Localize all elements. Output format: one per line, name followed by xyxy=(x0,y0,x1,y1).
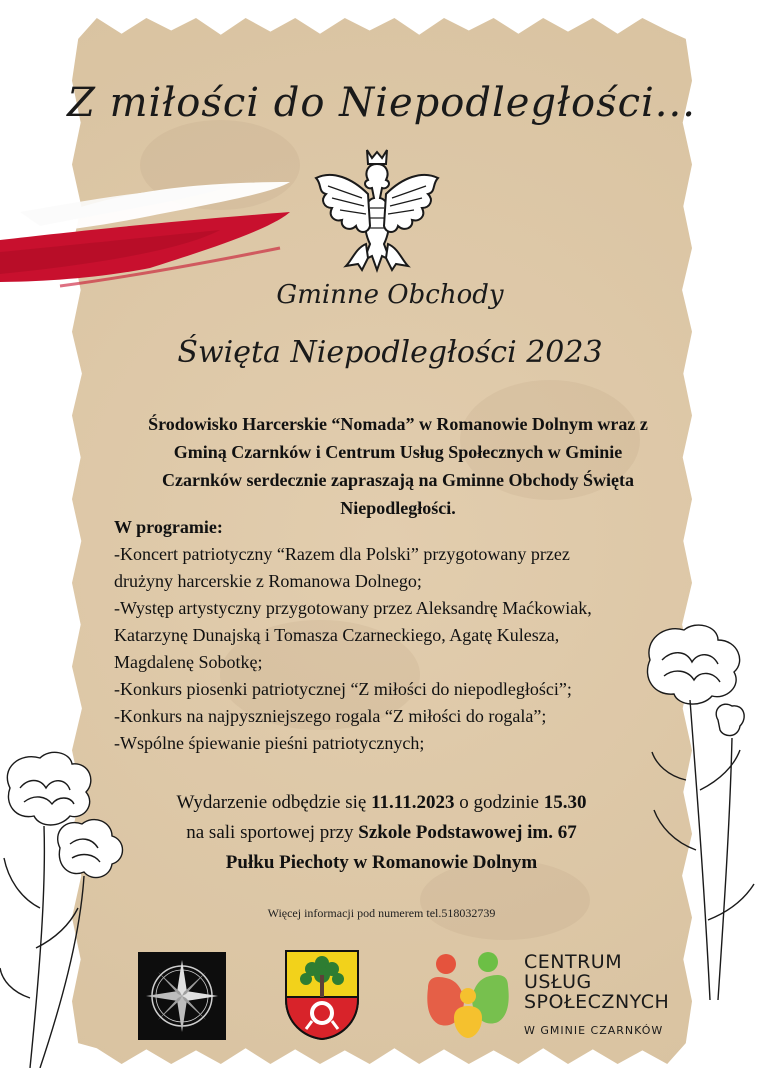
intro-line: Niepodległości. xyxy=(340,498,456,518)
event-text: o godzinie xyxy=(454,792,544,813)
program-item: Katarzynę Dunajską i Tomasza Czarneckiego, Agatę Kulesza, xyxy=(114,625,560,645)
program-item: drużyny harcerskie z Romanowa Dolnego; xyxy=(114,571,422,591)
event-text: Wydarzenie odbędzie się xyxy=(176,792,372,813)
event-text: na sali sportowej przy xyxy=(186,822,359,843)
poster-title: Z miłości do Niepodległości... xyxy=(67,80,696,126)
compass-rose-icon xyxy=(138,952,226,1040)
program-heading: W programie: xyxy=(114,517,223,537)
cus-family-logo-icon xyxy=(424,948,514,1040)
intro-line: Czarnków serdecznie zapraszają na Gminne Obchody Święta xyxy=(162,470,634,490)
event-date: 11.11.2023 xyxy=(371,792,455,813)
subtitle-line2: Święta Niepodległości 2023 xyxy=(177,335,603,370)
event-venue: Pułku Piechoty w Romanowie Dolnym xyxy=(225,852,538,873)
cus-line: SPOŁECZNYCH xyxy=(524,991,670,1013)
carnation-flower-left-icon xyxy=(0,748,160,1068)
cus-line: USŁUG xyxy=(524,971,592,993)
carnation-flower-right-icon xyxy=(634,620,763,1000)
subtitle-line1: Gminne Obchody xyxy=(276,280,504,310)
event-time: 15.30 xyxy=(543,792,587,813)
white-eagle-emblem-icon xyxy=(312,148,442,278)
program-section xyxy=(114,514,674,757)
intro-line: Gminą Czarnków i Centrum Usług Społecznych w Gminie xyxy=(173,442,623,462)
program-item: -Wspólne śpiewanie pieśni patriotycznych; xyxy=(114,733,425,753)
intro-paragraph xyxy=(118,410,678,522)
cus-logo-subtext: W GMINIE CZARNKÓW xyxy=(524,1024,664,1037)
nomada-compass-logo xyxy=(138,952,226,1040)
program-item: Magdalenę Sobotkę; xyxy=(114,652,263,672)
program-item: -Konkurs piosenki patriotycznej “Z miłości do niepodległości”; xyxy=(114,679,572,699)
program-item: -Konkurs na najpyszniejszego rogala “Z miłości do rogala”; xyxy=(114,706,547,726)
cus-logo-text xyxy=(524,952,669,1012)
intro-line: Środowisko Harcerskie “Nomada” w Romanowie Dolnym wraz z xyxy=(148,414,648,434)
program-item: -Koncert patriotyczny “Razem dla Polski” przygotowany przez xyxy=(114,544,570,564)
event-school: Szkole Podstawowej im. 67 xyxy=(358,822,577,843)
gmina-czarnkow-crest-icon xyxy=(284,949,360,1041)
program-item: -Występ artystyczny przygotowany przez Aleksandrę Maćkowiak, xyxy=(114,598,592,618)
contact-info: Więcej informacji pod numerem tel.518032739 xyxy=(267,906,496,920)
cus-line: CENTRUM xyxy=(524,951,623,973)
